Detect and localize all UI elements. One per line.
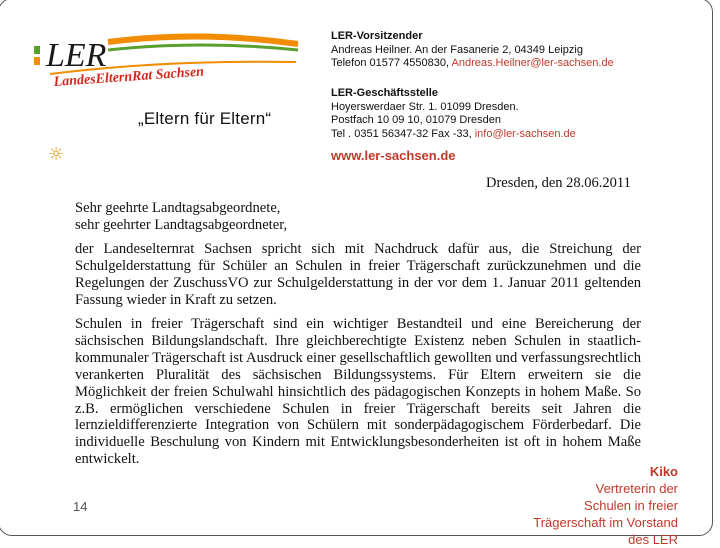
office-email-link[interactable]: info@ler-sachsen.de [474, 127, 576, 140]
logo-subtitle: LandesElternRat Sachsen [53, 64, 205, 90]
page-number: 14 [73, 499, 88, 514]
caption-line4: des LER [628, 532, 678, 547]
office-phone-fax: Tel . 0351 56347-32 Fax -33, [331, 127, 472, 140]
speaker-caption [495, 463, 678, 548]
office-line1: Hoyerswerdaer Str. 1. 01099 Dresden. [331, 100, 519, 113]
caption-line3: Trägerschaft im Vorstand [533, 515, 678, 530]
caption-name: Kiko [649, 464, 678, 479]
chair-phone-line [331, 57, 614, 71]
office-line3 [331, 128, 576, 142]
chair-contact [331, 30, 614, 71]
logo-swoosh-green [108, 45, 298, 50]
chair-address: Andreas Heilner. An der Fasanerie 2, 04349 Leipzig [331, 43, 583, 56]
caption-line2: Schulen in freier [584, 498, 678, 513]
logo-swoosh-orange [108, 36, 298, 44]
logo-square-green [34, 46, 40, 54]
office-title: LER-Geschäftsstelle [331, 87, 438, 99]
office-contact [331, 87, 576, 141]
caption-line1: Vertreterin der [595, 481, 678, 496]
ler-logo [30, 24, 305, 104]
chair-title: LER-Vorsitzender [331, 30, 423, 42]
letter-paragraph-1: der Landeselternrat Sachsen spricht sich mit Nachdruck dafür aus, die Streichung der Schulgelderstattung für Schüler an Schulen in freier Trägerschaft zurückzunehmen und die Regelungen der ZuschussVO zur Schulgelderstattung in der vor dem 1. Januar 2011 geltenden Fassung wieder in Kraft zu setzen. [75, 241, 641, 308]
logo-brand: LER [46, 37, 107, 74]
website-link[interactable]: www.ler-sachsen.de [331, 148, 456, 163]
motto: „Eltern für Eltern“ [138, 109, 272, 128]
office-line2: Postfach 10 09 10, 01079 Dresden [331, 114, 502, 126]
logo-square-orange [34, 57, 40, 65]
salutation [75, 200, 641, 234]
chair-phone: Telefon 01577 4550830, [331, 57, 450, 69]
chair-email-link[interactable]: Andreas.Heilner@ler-sachsen.de [451, 57, 614, 69]
letter-paragraph-2: Schulen in freier Trägerschaft sind ein wichtiger Bestandteil und eine Bereicherung der sächsischen Bildungslandschaft. Ihre gleichberechtigte Existenz neben Schulen in staatlich-kommunaler Trägerschaft ist Ausdruck einer gesellschaftlich gewollten und verfassungsrechtlich verankerten Pluralität des sächsischen Bildungssystems. Für Eltern erweitern sie die Möglichkeit der freien Schulwahl hinsichtlich des pädagogischen Konzepts in hohem Maße. So z.B. ermöglichen verschiedene Schulen in freier Trägerschaft bereits seit Jahren die lernzieldifferenzierte Integration von Schülern mit sonderpädagogischem Förderbedarf. Die individuelle Beschulung von Kindern mit Entwicklungsbesonderheiten ist oft in hohem Maße entwickelt. [75, 316, 641, 468]
letter-date: Dresden, den 28.06.2011 [486, 175, 631, 191]
salutation-line1: Sehr geehrte Landtagsabgeordnete, [75, 200, 281, 216]
sun-bullet-icon: ☼ [48, 144, 65, 165]
salutation-line2: sehr geehrter Landtagsabgeordneter, [75, 216, 288, 233]
